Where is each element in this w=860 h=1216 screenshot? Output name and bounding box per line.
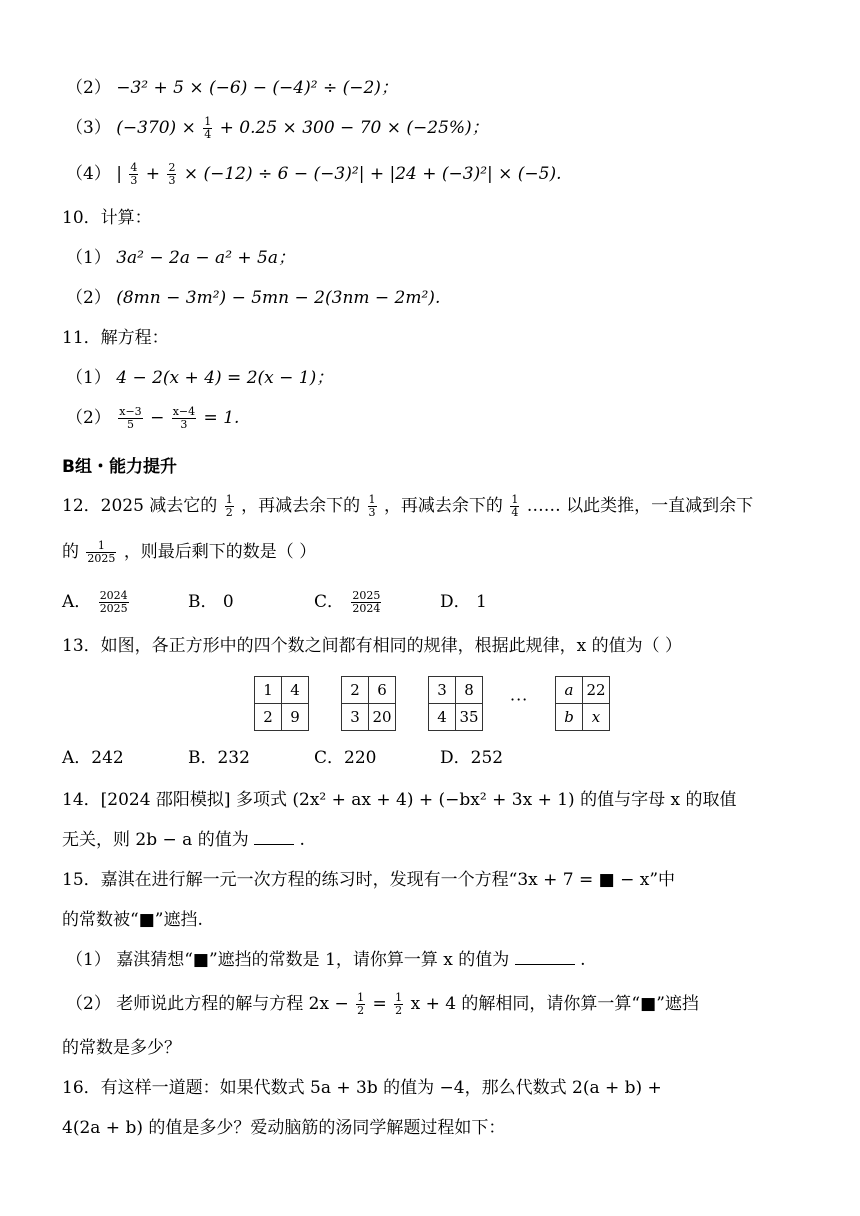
grid-cell: 2 bbox=[342, 677, 369, 704]
grid-cell: 22 bbox=[583, 677, 610, 704]
q12-text-d: …… 以此类推，一直减到余下 bbox=[526, 496, 754, 516]
grid-cell: b bbox=[556, 704, 583, 731]
grid-cell: 4 bbox=[282, 677, 309, 704]
q11-part1-label: （1） bbox=[66, 368, 111, 388]
q15-part1-end: . bbox=[580, 950, 586, 970]
q15-fraction-1: $\frac{1}{2}$ bbox=[357, 991, 365, 1017]
q10-part2 bbox=[66, 286, 440, 310]
option-value: 1 bbox=[476, 592, 487, 612]
q14-line1: 14．[2024 邵阳模拟] 多项式 (2x² + ax + 4) + (−bx² + 3x + 1) 的值与字母 x 的取值 bbox=[62, 790, 737, 810]
q11-title: 11．解方程： bbox=[62, 328, 169, 348]
q15-part1 bbox=[66, 948, 586, 972]
q12-fraction-3: $\frac{1}{4}$ bbox=[511, 493, 519, 519]
q12-line2 bbox=[62, 540, 316, 565]
q9-part3-expr-b: + 0.25 × 300 − 70 × (−25%)； bbox=[219, 118, 489, 138]
q12-option-b[interactable] bbox=[188, 590, 234, 614]
q14-line2-text: 无关，则 2b − a 的值为 bbox=[62, 830, 249, 850]
number-square-1 bbox=[254, 676, 309, 731]
q9-part4-fraction-1: $\frac{4}{3}$ bbox=[130, 161, 138, 187]
q12-text-c: ，再减去余下的 bbox=[383, 496, 503, 516]
q10-part1 bbox=[66, 246, 295, 270]
q14-line2 bbox=[62, 828, 305, 852]
grid-cell: 20 bbox=[369, 704, 396, 731]
q12-line2-b: ，则最后剩下的数是（ ） bbox=[123, 542, 317, 562]
grid-cell: 2 bbox=[255, 704, 282, 731]
q15-part2-text-b: x + 4 的解相同，请你算一算“■”遮挡 bbox=[410, 994, 699, 1014]
grid-cell: a bbox=[556, 677, 583, 704]
q15-part2-line2: 的常数是多少？ bbox=[62, 1038, 181, 1058]
q14-line2-end: . bbox=[299, 830, 305, 850]
q10-title: 10．计算： bbox=[62, 208, 152, 228]
answer-blank[interactable] bbox=[515, 964, 575, 965]
answer-blank[interactable] bbox=[254, 844, 294, 845]
q9-part3 bbox=[66, 116, 489, 141]
q12-fraction-2: $\frac{1}{3}$ bbox=[368, 493, 376, 519]
q13-text: 13．如图，各正方形中的四个数之间都有相同的规律，根据此规律，x 的值为（ ） bbox=[62, 636, 683, 656]
grid-cell: 35 bbox=[456, 704, 483, 731]
option-fraction: $\frac{2025}{2024}$ bbox=[352, 589, 381, 615]
q13-option-a[interactable]: A．242 bbox=[62, 748, 124, 768]
grid-cell: 4 bbox=[429, 704, 456, 731]
option-letter: B． bbox=[188, 592, 218, 612]
ellipsis: ··· bbox=[510, 690, 529, 709]
q9-part3-label: （3） bbox=[66, 118, 111, 138]
abs-bar: | bbox=[116, 164, 122, 184]
section-heading: B组・能力提升 bbox=[62, 457, 177, 477]
equals-sign: = bbox=[372, 994, 387, 1014]
q16-line2: 4(2a + b) 的值是多少？爱动脑筋的汤同学解题过程如下： bbox=[62, 1118, 506, 1138]
q10-part1-expr: 3a² − 2a − a² + 5a； bbox=[116, 248, 296, 268]
number-square-4 bbox=[555, 676, 610, 731]
q10-part1-label: （1） bbox=[66, 248, 111, 268]
q12-option-d[interactable] bbox=[440, 590, 487, 614]
q12-option-a[interactable] bbox=[62, 590, 131, 615]
q13-option-c[interactable]: C．220 bbox=[314, 748, 377, 768]
q15-line2: 的常数被“■”遮挡. bbox=[62, 910, 203, 930]
q15-part2-text-a: 老师说此方程的解与方程 2x − bbox=[116, 994, 349, 1014]
q13-option-d[interactable]: D．252 bbox=[440, 748, 504, 768]
q9-part4 bbox=[66, 162, 562, 187]
option-fraction: $\frac{2024}{2025}$ bbox=[99, 589, 128, 615]
plus-sign: + bbox=[145, 164, 161, 184]
q11-part1-expr: 4 − 2(x + 4) = 2(x − 1)； bbox=[116, 368, 334, 388]
q12-fraction-4: $\frac{1}{2025}$ bbox=[87, 539, 116, 565]
q15-part2 bbox=[66, 992, 699, 1017]
q9-part4-fraction-2: $\frac{2}{3}$ bbox=[168, 161, 176, 187]
q11-part2-tail: = 1. bbox=[203, 408, 240, 428]
q12-option-c[interactable] bbox=[314, 590, 383, 615]
grid-cell: 3 bbox=[342, 704, 369, 731]
minus-sign: − bbox=[150, 408, 165, 428]
q12-text-a: 12．2025 减去它的 bbox=[62, 496, 218, 516]
q9-part3-fraction: $\frac{1}{4}$ bbox=[204, 115, 212, 141]
grid-cell: 9 bbox=[282, 704, 309, 731]
q13-option-b[interactable]: B．232 bbox=[188, 748, 250, 768]
q9-part2 bbox=[66, 76, 398, 100]
q9-part2-label: （2） bbox=[66, 78, 111, 98]
q11-fraction-2: $\frac{x-4}{3}$ bbox=[172, 405, 196, 431]
option-letter: D． bbox=[440, 592, 471, 612]
q11-part2-label: （2） bbox=[66, 408, 111, 428]
q9-part3-expr-a: (−370) × bbox=[116, 118, 196, 138]
q9-part4-expr: × (−12) ÷ 6 − (−3)²| + |24 + (−3)²| × (−5). bbox=[183, 164, 562, 184]
q10-part2-expr: (8mn − 3m²) − 5mn − 2(3nm − 2m²). bbox=[116, 288, 441, 308]
option-letter: A． bbox=[62, 592, 92, 612]
q12-text-b: ，再减去余下的 bbox=[241, 496, 361, 516]
q12-line2-a: 的 bbox=[62, 542, 79, 562]
q15-part2-label: （2） bbox=[66, 994, 111, 1014]
q15-fraction-2: $\frac{1}{2}$ bbox=[395, 991, 403, 1017]
number-square-3 bbox=[428, 676, 483, 731]
q16-line1: 16．有这样一道题：如果代数式 5a + 3b 的值为 −4，那么代数式 2(a + b) + bbox=[62, 1078, 662, 1098]
q15-line1: 15．嘉淇在进行解一元一次方程的练习时，发现有一个方程“3x + 7 = ■ − x”中 bbox=[62, 870, 676, 890]
q9-part4-label: （4） bbox=[66, 164, 111, 184]
number-square-2 bbox=[341, 676, 396, 731]
q15-part1-label: （1） bbox=[66, 950, 111, 970]
grid-cell: x bbox=[583, 704, 610, 731]
q12-fraction-1: $\frac{1}{2}$ bbox=[225, 493, 233, 519]
q15-part1-text: 嘉淇猜想“■”遮挡的常数是 1，请你算一算 x 的值为 bbox=[116, 950, 510, 970]
q10-part2-label: （2） bbox=[66, 288, 111, 308]
option-value: 0 bbox=[222, 592, 234, 612]
option-letter: C． bbox=[314, 592, 345, 612]
q11-fraction-1: $\frac{x-3}{5}$ bbox=[119, 405, 142, 431]
q11-part1 bbox=[66, 366, 333, 390]
grid-cell: 1 bbox=[255, 677, 282, 704]
grid-cell: 6 bbox=[369, 677, 396, 704]
grid-cell: 3 bbox=[429, 677, 456, 704]
q9-part2-expr: −3² + 5 × (−6) − (−4)² ÷ (−2)； bbox=[116, 78, 398, 98]
q11-part2 bbox=[66, 406, 239, 431]
q12-line1 bbox=[62, 494, 753, 519]
grid-cell: 8 bbox=[456, 677, 483, 704]
